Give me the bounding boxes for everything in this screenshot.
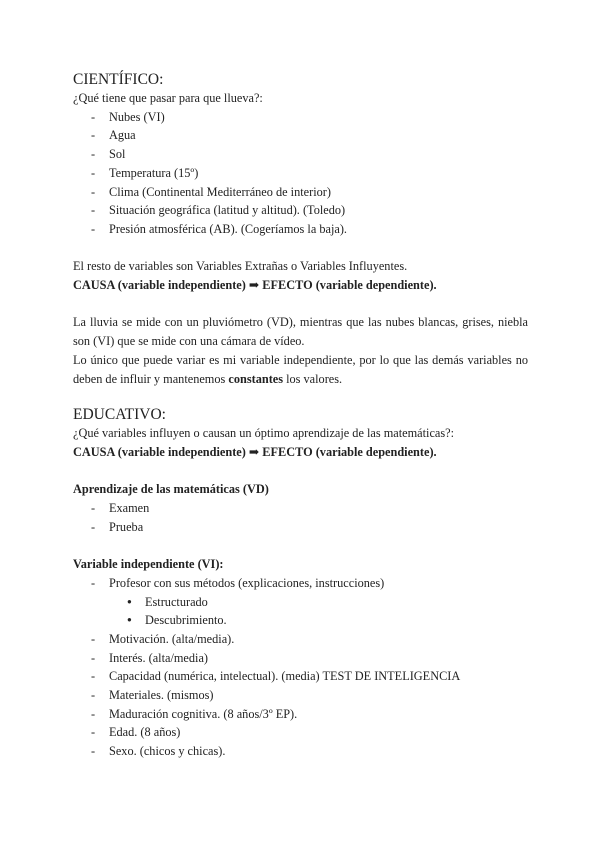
heading-educativo: EDUCATIVO: xyxy=(73,406,166,424)
cientifico-list xyxy=(73,108,528,239)
list-item: - Profesor con sus métodos (explicaciones, instrucciones) xyxy=(91,575,385,590)
question-educativo: ¿Qué variables influyen o causan un óptimo aprendizaje de las matemáticas?: xyxy=(73,426,455,441)
list-item: - Sexo. (chicos y chicas). xyxy=(91,744,226,759)
list-item: - Presión atmosférica (AB). (Cogeríamos la baja). xyxy=(91,221,348,236)
list-item: - Nubes (VI) xyxy=(91,109,165,124)
question-cientifico: ¿Qué tiene que pasar para que llueva?: xyxy=(73,91,263,105)
list-item: - Clima (Continental Mediterráneo de interior) xyxy=(91,184,331,199)
list-item: - Temperatura (15º) xyxy=(91,165,199,180)
heading-cientifico: CIENTÍFICO: xyxy=(73,71,164,88)
list-item: ● Descubrimiento. xyxy=(127,613,227,628)
causa-efecto-text: CAUSA (variable independiente) ➡ EFECTO (variable dependiente). xyxy=(73,278,437,293)
list-item: - Sol xyxy=(91,147,126,162)
list-item: ● Estructurado xyxy=(127,594,208,609)
list-item: - Motivación. (alta/media). xyxy=(91,631,235,646)
paragraph-variable-independiente: Lo único que puede variar es mi variable independiente, por lo que las demás variables no deben de influir y mantenemos constantes los valores. xyxy=(73,352,528,386)
list-item: - Materiales. (mismos) xyxy=(91,688,214,703)
vi-list xyxy=(73,574,528,593)
list-item: - Interés. (alta/media) xyxy=(91,650,209,665)
rest-variables-text: El resto de variables son Variables Extrañas o Variables Influyentes. xyxy=(73,259,408,274)
list-item: - Examen xyxy=(91,501,150,516)
list-item: - Prueba xyxy=(91,519,144,534)
list-item: - Agua xyxy=(91,128,136,143)
list-item: - Edad. (8 años) xyxy=(91,725,181,740)
vi-sublist xyxy=(73,593,528,630)
vd-title: Aprendizaje de las matemáticas (VD) xyxy=(73,482,269,497)
vi-title: Variable independiente (VI): xyxy=(73,557,224,572)
causa-efecto-text: CAUSA (variable independiente) ➡ EFECTO (variable dependiente). xyxy=(73,444,437,459)
list-item: - Capacidad (numérica, intelectual). (media) TEST DE INTELIGENCIA xyxy=(91,669,461,684)
list-item: - Situación geográfica (latitud y altitud). (Toledo) xyxy=(91,203,346,218)
constantes-emphasis: constantes xyxy=(228,371,284,386)
list-item: - Maduración cognitiva. (8 años/3º EP). xyxy=(91,706,298,721)
vi-list-continued xyxy=(73,630,528,761)
paragraph-pluviometro: La lluvia se mide con un pluviómetro (VD), mientras que las nubes blancas, grises, niebla son (VI) que se mide con una cámara de vídeo. xyxy=(73,315,528,349)
document-page xyxy=(73,70,528,761)
vd-list xyxy=(73,499,528,536)
